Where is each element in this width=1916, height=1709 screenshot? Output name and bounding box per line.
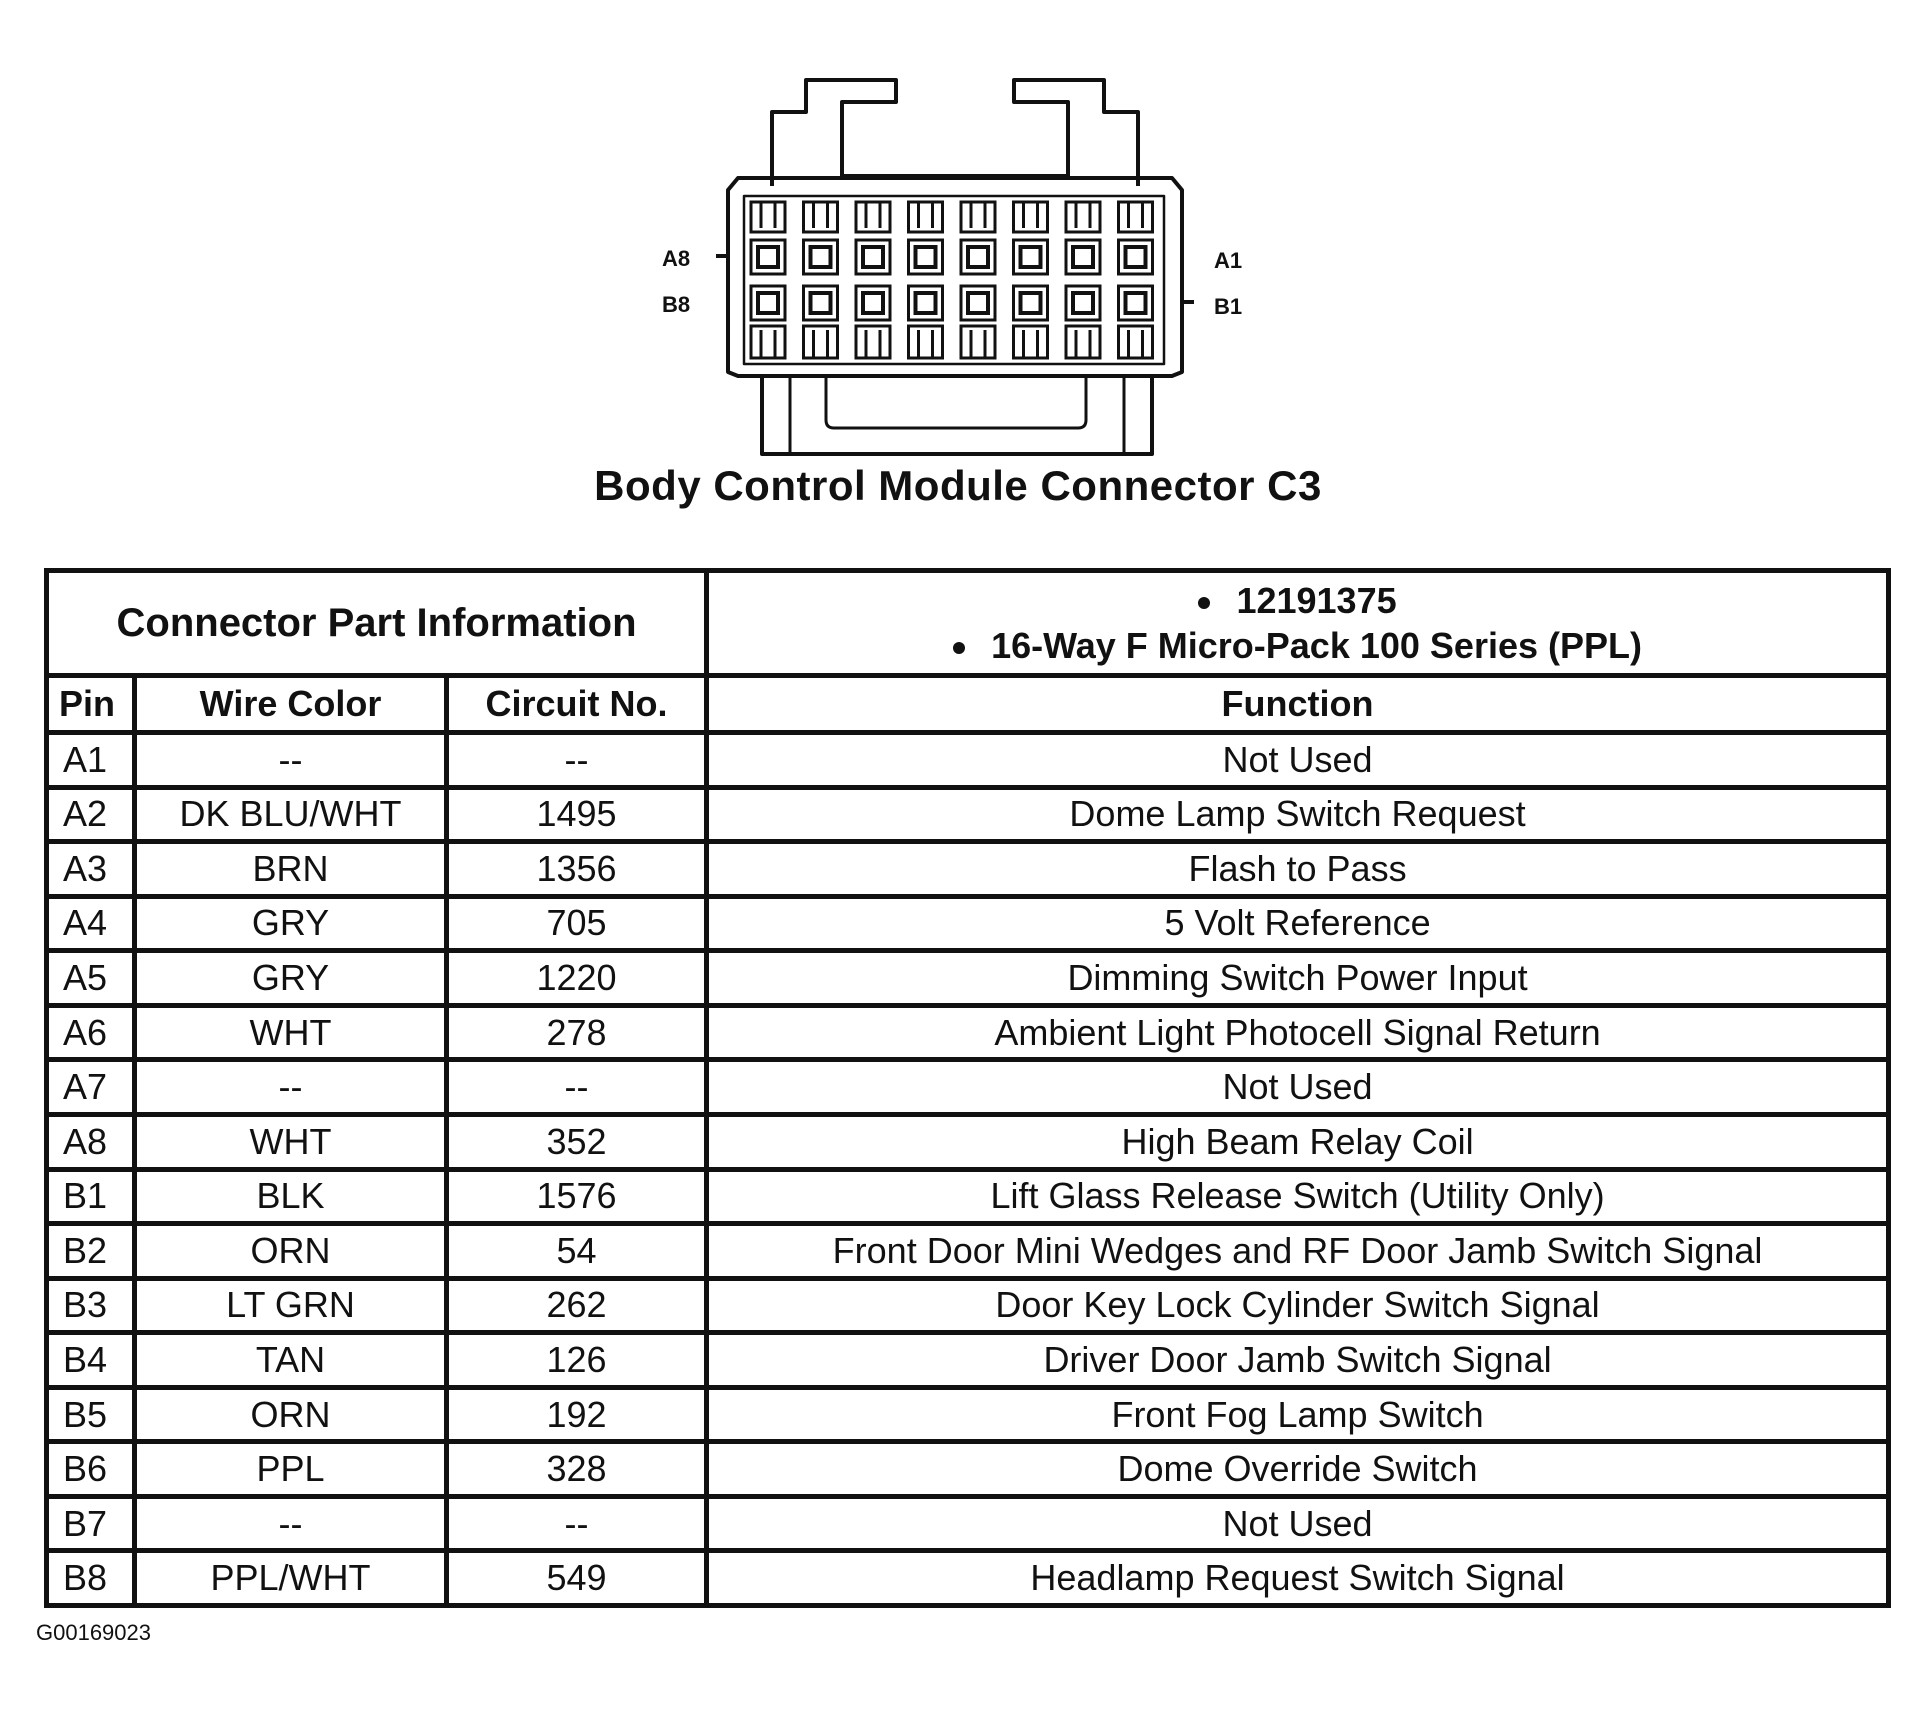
part-info-cell bbox=[707, 571, 1889, 676]
cavity-icon bbox=[1119, 326, 1153, 358]
cavity-icon bbox=[856, 326, 890, 358]
cavity-icon bbox=[1066, 326, 1100, 358]
pin-cell: A1 bbox=[47, 733, 135, 788]
cavity-icon bbox=[961, 240, 995, 274]
cavity-icon bbox=[1066, 240, 1100, 274]
function-cell: Not Used bbox=[707, 1060, 1889, 1115]
wire-color-cell: PPL bbox=[135, 1442, 447, 1497]
circuit-cell: 126 bbox=[447, 1333, 707, 1388]
function-cell: Dome Lamp Switch Request bbox=[707, 787, 1889, 842]
cavity-icon bbox=[804, 240, 838, 274]
pin-cell: A3 bbox=[47, 842, 135, 897]
circuit-cell: 328 bbox=[447, 1442, 707, 1497]
table-row bbox=[47, 1278, 1889, 1333]
pin-cell: A5 bbox=[47, 951, 135, 1006]
wire-color-cell: ORN bbox=[135, 1387, 447, 1442]
wire-color-cell: -- bbox=[135, 733, 447, 788]
circuit-cell: 1356 bbox=[447, 842, 707, 897]
cavity-icon bbox=[751, 286, 785, 320]
function-cell: Not Used bbox=[707, 733, 1889, 788]
circuit-cell: -- bbox=[447, 733, 707, 788]
cavity-icon bbox=[751, 326, 785, 358]
cavity-icon bbox=[856, 240, 890, 274]
wire-color-cell: GRY bbox=[135, 896, 447, 951]
cavity-icon bbox=[909, 326, 943, 358]
circuit-cell: 278 bbox=[447, 1005, 707, 1060]
cavity-icon bbox=[961, 326, 995, 358]
cavity-icon bbox=[909, 202, 943, 232]
wire-color-cell: TAN bbox=[135, 1333, 447, 1388]
label-b1: B1 bbox=[1214, 294, 1243, 319]
table-row bbox=[47, 1387, 1889, 1442]
wire-color-cell: LT GRN bbox=[135, 1278, 447, 1333]
function-cell: Front Door Mini Wedges and RF Door Jamb Switch Signal bbox=[707, 1224, 1889, 1279]
table-row bbox=[47, 1551, 1889, 1606]
cavity-icon bbox=[909, 240, 943, 274]
wire-color-cell: PPL/WHT bbox=[135, 1551, 447, 1606]
wire-color-cell: -- bbox=[135, 1496, 447, 1551]
cavity-icon bbox=[751, 202, 785, 232]
wire-color-cell: WHT bbox=[135, 1114, 447, 1169]
cavity-icon bbox=[804, 286, 838, 320]
bullet-icon bbox=[1198, 597, 1210, 609]
cavity-icon bbox=[961, 286, 995, 320]
cavity-icon bbox=[1066, 286, 1100, 320]
cavity-icon bbox=[1014, 286, 1048, 320]
cavity-icon bbox=[856, 286, 890, 320]
function-cell: High Beam Relay Coil bbox=[707, 1114, 1889, 1169]
connector-diagram bbox=[0, 0, 1916, 520]
label-a8: A8 bbox=[662, 246, 691, 271]
table-row bbox=[47, 787, 1889, 842]
table-row bbox=[47, 1114, 1889, 1169]
pin-cell: A7 bbox=[47, 1060, 135, 1115]
circuit-cell: 192 bbox=[447, 1387, 707, 1442]
wire-color-cell: DK BLU/WHT bbox=[135, 787, 447, 842]
function-cell: Lift Glass Release Switch (Utility Only) bbox=[707, 1169, 1889, 1224]
function-cell: Dome Override Switch bbox=[707, 1442, 1889, 1497]
cavity-icon bbox=[1014, 202, 1048, 232]
connector-description: 16-Way F Micro-Pack 100 Series (PPL) bbox=[709, 623, 1886, 668]
pin-cell: B6 bbox=[47, 1442, 135, 1497]
pin-cell: A6 bbox=[47, 1005, 135, 1060]
function-cell: 5 Volt Reference bbox=[707, 896, 1889, 951]
table-row bbox=[47, 842, 1889, 897]
cavity-icon bbox=[961, 202, 995, 232]
circuit-cell: 262 bbox=[447, 1278, 707, 1333]
circuit-cell: 1576 bbox=[447, 1169, 707, 1224]
wire-color-cell: WHT bbox=[135, 1005, 447, 1060]
wire-color-cell: BRN bbox=[135, 842, 447, 897]
label-b8: B8 bbox=[662, 292, 691, 317]
cavity-icon bbox=[1014, 240, 1048, 274]
bullet-icon bbox=[953, 642, 965, 654]
circuit-cell: 1220 bbox=[447, 951, 707, 1006]
pin-cell: B5 bbox=[47, 1387, 135, 1442]
function-cell: Door Key Lock Cylinder Switch Signal bbox=[707, 1278, 1889, 1333]
pin-cell: B3 bbox=[47, 1278, 135, 1333]
pin-cell: A8 bbox=[47, 1114, 135, 1169]
pin-cell: B2 bbox=[47, 1224, 135, 1279]
function-cell: Not Used bbox=[707, 1496, 1889, 1551]
cavity-icon bbox=[909, 286, 943, 320]
col-header-function: Function bbox=[707, 676, 1889, 733]
wire-color-cell: BLK bbox=[135, 1169, 447, 1224]
wire-color-cell: -- bbox=[135, 1060, 447, 1115]
table-row bbox=[47, 1005, 1889, 1060]
table-row bbox=[47, 1169, 1889, 1224]
figure-code: G00169023 bbox=[36, 1620, 151, 1645]
circuit-cell: 705 bbox=[447, 896, 707, 951]
cavity-icon bbox=[1119, 240, 1153, 274]
circuit-cell: -- bbox=[447, 1496, 707, 1551]
col-header-wire-color: Wire Color bbox=[135, 676, 447, 733]
table-row bbox=[47, 951, 1889, 1006]
col-header-pin: Pin bbox=[47, 676, 135, 733]
function-cell: Ambient Light Photocell Signal Return bbox=[707, 1005, 1889, 1060]
page-title: Body Control Module Connector C3 bbox=[594, 462, 1322, 509]
circuit-cell: 54 bbox=[447, 1224, 707, 1279]
cavity-icon bbox=[856, 202, 890, 232]
col-header-circuit: Circuit No. bbox=[447, 676, 707, 733]
pin-cell: B4 bbox=[47, 1333, 135, 1388]
table-row bbox=[47, 1333, 1889, 1388]
circuit-cell: 1495 bbox=[447, 787, 707, 842]
function-cell: Dimming Switch Power Input bbox=[707, 951, 1889, 1006]
cavity-icon bbox=[1119, 202, 1153, 232]
table-row bbox=[47, 1442, 1889, 1497]
table-row bbox=[47, 896, 1889, 951]
circuit-cell: 549 bbox=[447, 1551, 707, 1606]
cavity-icon bbox=[1066, 202, 1100, 232]
table-row bbox=[47, 1496, 1889, 1551]
pin-cell: B8 bbox=[47, 1551, 135, 1606]
function-cell: Flash to Pass bbox=[707, 842, 1889, 897]
cavity-icon bbox=[751, 240, 785, 274]
pin-cell: B7 bbox=[47, 1496, 135, 1551]
function-cell: Headlamp Request Switch Signal bbox=[707, 1551, 1889, 1606]
wire-color-cell: ORN bbox=[135, 1224, 447, 1279]
circuit-cell: 352 bbox=[447, 1114, 707, 1169]
pin-cell: B1 bbox=[47, 1169, 135, 1224]
pin-cell: A2 bbox=[47, 787, 135, 842]
connector-part-info-title: Connector Part Information bbox=[47, 571, 707, 676]
circuit-cell: -- bbox=[447, 1060, 707, 1115]
cavity-icon bbox=[804, 326, 838, 358]
table-row bbox=[47, 733, 1889, 788]
cavity-icon bbox=[1119, 286, 1153, 320]
cavity-icon bbox=[1014, 326, 1048, 358]
label-a1: A1 bbox=[1214, 248, 1243, 273]
table-row bbox=[47, 1224, 1889, 1279]
cavity-icon bbox=[804, 202, 838, 232]
part-number: 12191375 bbox=[709, 578, 1886, 623]
function-cell: Driver Door Jamb Switch Signal bbox=[707, 1333, 1889, 1388]
wire-color-cell: GRY bbox=[135, 951, 447, 1006]
pin-cell: A4 bbox=[47, 896, 135, 951]
connector-table bbox=[44, 568, 1891, 1608]
function-cell: Front Fog Lamp Switch bbox=[707, 1387, 1889, 1442]
table-row bbox=[47, 1060, 1889, 1115]
